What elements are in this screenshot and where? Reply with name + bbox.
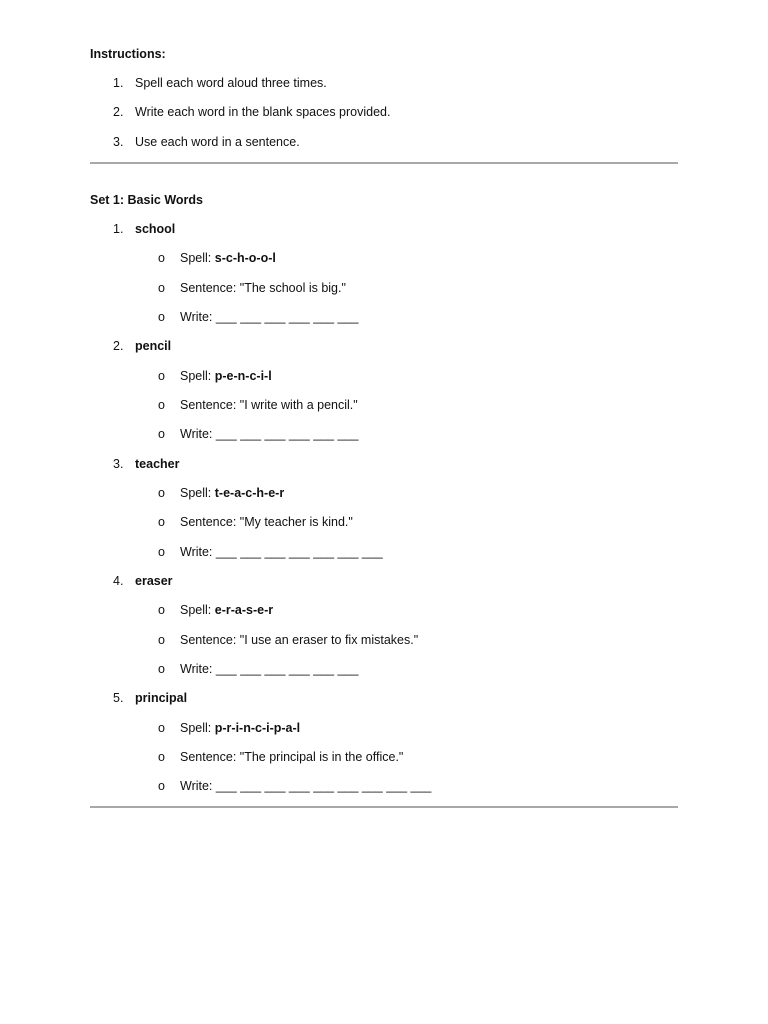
bullet-icon: o xyxy=(158,545,165,559)
bullet-icon: o xyxy=(158,281,165,295)
bullet-icon: o xyxy=(158,486,165,500)
spell-line: Spell: s-c-h-o-o-l xyxy=(180,251,276,265)
word-number: 2. xyxy=(113,339,124,353)
word-title: school xyxy=(135,222,176,236)
write-line: Write: ___ ___ ___ ___ ___ ___ xyxy=(180,427,359,441)
word-number: 4. xyxy=(113,574,124,588)
bullet-icon: o xyxy=(158,251,165,265)
word-number: 5. xyxy=(113,691,124,705)
write-blanks: ___ ___ ___ ___ ___ ___ ___ ___ ___ xyxy=(215,779,432,793)
spell-line: Spell: p-e-n-c-i-l xyxy=(180,369,272,383)
sentence: "The school is big." xyxy=(239,281,346,295)
word-number: 1. xyxy=(113,222,124,236)
sentence: "My teacher is kind." xyxy=(239,515,353,529)
word-title: pencil xyxy=(135,339,172,353)
bullet-icon: o xyxy=(158,721,165,735)
spell-line: Spell: t-e-a-c-h-e-r xyxy=(180,486,285,500)
bullet-icon: o xyxy=(158,603,165,617)
word-number: 3. xyxy=(113,457,124,471)
sentence: "The principal is in the office." xyxy=(239,750,404,764)
set-heading: Set 1: Basic Words xyxy=(90,193,204,207)
instruction-number: 3. xyxy=(113,135,124,149)
write-blanks: ___ ___ ___ ___ ___ ___ xyxy=(215,310,359,324)
spelling: t-e-a-c-h-e-r xyxy=(214,486,285,500)
write-line: Write: ___ ___ ___ ___ ___ ___ ___ ___ ___ xyxy=(180,779,432,793)
instruction-text: Write each word in the blank spaces provided. xyxy=(135,105,391,119)
instruction-number: 1. xyxy=(113,76,124,90)
bullet-icon: o xyxy=(158,310,165,324)
write-blanks: ___ ___ ___ ___ ___ ___ xyxy=(215,427,359,441)
sentence-line: Sentence: "I use an eraser to fix mistakes." xyxy=(180,633,419,647)
instruction-number: 2. xyxy=(113,105,124,119)
section-divider xyxy=(90,806,678,808)
bullet-icon: o xyxy=(158,515,165,529)
section-divider xyxy=(90,162,678,164)
sentence-line: Sentence: "The school is big." xyxy=(180,281,346,295)
spelling: s-c-h-o-o-l xyxy=(214,251,276,265)
write-line: Write: ___ ___ ___ ___ ___ ___ ___ xyxy=(180,545,383,559)
instruction-text: Spell each word aloud three times. xyxy=(135,76,327,90)
bullet-icon: o xyxy=(158,662,165,676)
bullet-icon: o xyxy=(158,369,165,383)
word-title: teacher xyxy=(135,457,180,471)
sentence: "I write with a pencil." xyxy=(239,398,358,412)
sentence-line: Sentence: "My teacher is kind." xyxy=(180,515,353,529)
spell-line: Spell: e-r-a-s-e-r xyxy=(180,603,274,617)
write-line: Write: ___ ___ ___ ___ ___ ___ xyxy=(180,310,359,324)
sentence: "I use an eraser to fix mistakes." xyxy=(239,633,419,647)
spelling: p-e-n-c-i-l xyxy=(214,369,272,383)
write-blanks: ___ ___ ___ ___ ___ ___ xyxy=(215,662,359,676)
bullet-icon: o xyxy=(158,750,165,764)
sentence-line: Sentence: "I write with a pencil." xyxy=(180,398,358,412)
instructions-heading: Instructions: xyxy=(90,47,166,61)
bullet-icon: o xyxy=(158,427,165,441)
write-blanks: ___ ___ ___ ___ ___ ___ ___ xyxy=(215,545,383,559)
spell-line: Spell: p-r-i-n-c-i-p-a-l xyxy=(180,721,301,735)
spelling: p-r-i-n-c-i-p-a-l xyxy=(214,721,301,735)
word-title: principal xyxy=(135,691,188,705)
word-title: eraser xyxy=(135,574,173,588)
bullet-icon: o xyxy=(158,779,165,793)
bullet-icon: o xyxy=(158,398,165,412)
write-line: Write: ___ ___ ___ ___ ___ ___ xyxy=(180,662,359,676)
sentence-line: Sentence: "The principal is in the office." xyxy=(180,750,404,764)
spelling: e-r-a-s-e-r xyxy=(214,603,274,617)
bullet-icon: o xyxy=(158,633,165,647)
instruction-text: Use each word in a sentence. xyxy=(135,135,300,149)
